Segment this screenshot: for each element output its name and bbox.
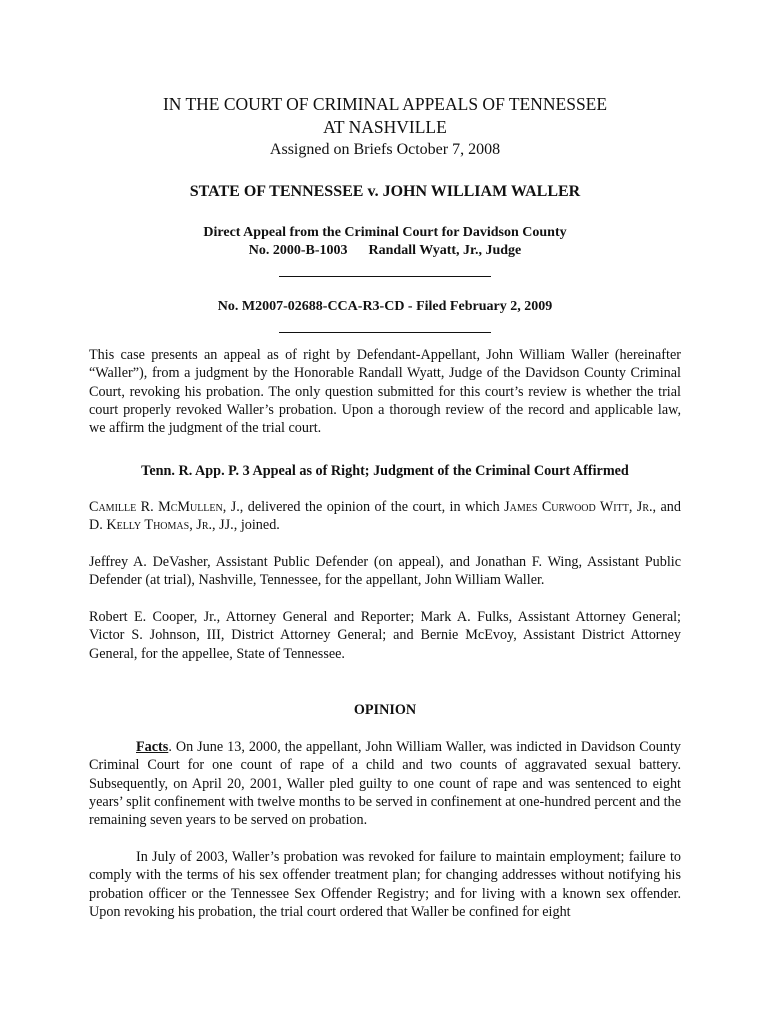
- judge-name-1: James Curwood Witt, Jr.: [504, 499, 653, 515]
- facts-paragraph: [89, 738, 681, 829]
- facts-text: . On June 13, 2000, the appellant, John William Waller, was indicted in Davidson County Criminal Court for one count of rape of a child and two counts of aggravated sexual battery. Subsequently, on April 20, 2001, Waller pled guilty to one count of rape and was sentenced to eight years’ split confinement with twelve months to be served in confinement at one-hundred percent and the remaining seven years to be served on probation.: [89, 739, 681, 829]
- counsel-appellee: Robert E. Cooper, Jr., Attorney General and Reporter; Mark A. Fulks, Assistant Attorney General; Victor S. Johnson, III, District Attorney General; and Bernie McEvoy, Assistant District Attorney General, for the appellee, State of Tennessee.: [89, 609, 681, 662]
- facts-label: Facts: [136, 739, 169, 755]
- disposition-line: Tenn. R. App. P. 3 Appeal as of Right; Judgment of the Criminal Court Affirmed: [141, 463, 629, 479]
- case-summary: This case presents an appeal as of right by Defendant-Appellant, John William Waller (hereinafter “Waller”), from a judgment by the Honorable Randall Wyatt, Judge of the Davidson County Criminal Court, revoking his probation. The only question submitted for this court’s review is whether the trial court properly revoked Waller’s probation. Upon a thorough review of the record and applicable law, we affirm the judgment of the trial court.: [89, 347, 681, 437]
- opinion-heading: OPINION: [353, 702, 417, 718]
- authorship-paragraph: [89, 498, 681, 535]
- separator-rule-2: [279, 332, 491, 333]
- authorship-text-3: , JJ., joined.: [212, 517, 280, 534]
- court-name-line2: AT NASHVILLE: [323, 117, 447, 137]
- separator-rule-1: [279, 276, 491, 277]
- author-name: Camille R. McMullen, J.: [89, 499, 240, 515]
- appeal-line2: No. 2000-B-1003 Randall Wyatt, Jr., Judge: [248, 243, 522, 258]
- counsel-appellant: Jeffrey A. DeVasher, Assistant Public Defender (on appeal), and Jonathan F. Wing, Assistant Public Defender (at trial), Nashville, Tennessee, for the appellant, John William Waller.: [89, 554, 681, 589]
- docket-number: No. M2007-02688-CCA-R3-CD - Filed February 2, 2009: [217, 299, 553, 314]
- judge-name-2: D. Kelly Thomas, Jr.: [89, 517, 213, 534]
- authorship-text-2: , and: [652, 499, 681, 515]
- appeal-line1: Direct Appeal from the Criminal Court for Davidson County: [203, 225, 567, 240]
- paragraph-2: In July of 2003, Waller’s probation was revoked for failure to maintain employment; failure to comply with the terms of his sex offender treatment plan; for changing addresses without notifying his probation officer or the Tennessee Sex Offender Registry; and for living with a known sex offender. Upon revoking his probation, the trial court ordered that Waller be confined for eight: [89, 849, 681, 920]
- case-title: STATE OF TENNESSEE v. JOHN WILLIAM WALLER: [189, 183, 581, 200]
- court-name-line1: IN THE COURT OF CRIMINAL APPEALS OF TENNESSEE: [162, 94, 608, 114]
- authorship-text-1: , delivered the opinion of the court, in which: [239, 499, 505, 515]
- assigned-date: Assigned on Briefs October 7, 2008: [269, 141, 501, 158]
